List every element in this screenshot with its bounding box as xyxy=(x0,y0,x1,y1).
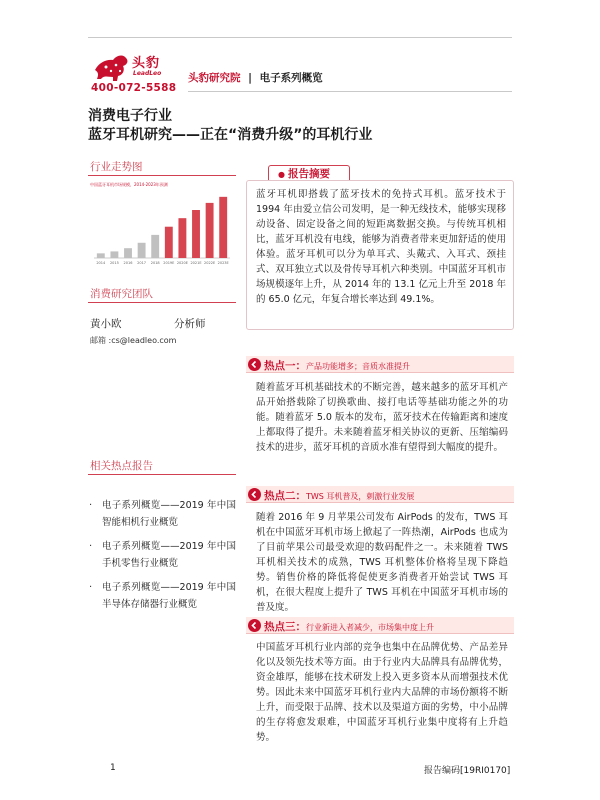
trend-chart xyxy=(90,182,234,268)
chart-tick-label: 2018 xyxy=(150,261,160,265)
hotspot-1-header xyxy=(246,356,514,373)
chart-title: 中国蓝牙耳机市场规模，2014-2023年预测 xyxy=(90,182,168,187)
hotspot-2-header xyxy=(246,486,514,503)
chevron-badge-icon xyxy=(248,619,261,632)
page-title-industry: 消费电子行业 xyxy=(88,108,172,124)
chart-bar-2020E xyxy=(178,218,186,258)
analyst-role: 分析师 xyxy=(174,318,206,330)
related-report-title: 电子系列概览——2019 年中国智能相机行业概览 xyxy=(102,500,236,528)
chevron-badge-icon xyxy=(248,358,261,371)
related-heading-rule xyxy=(88,474,236,475)
team-heading-rule xyxy=(88,302,236,303)
hotspot-2-text: 随着 2016 年 9 月苹果公司发布 AirPods 的发布，TWS 耳机在中国蓝牙耳机市场上掀起了一阵热潮，AirPods 也成为了目前苹果公司最受欢迎的数码配件之一。未来随着 TWS 耳机相关技术的成熟，TWS 耳机整体价格将呈现下降趋势。销售价格的降低将促使更多消费者开始尝试 TWS 耳机，在很大程度上提升了 TWS 耳机在中国蓝牙耳机市场的普及度。 xyxy=(256,512,508,613)
summary-title xyxy=(278,166,330,181)
related-report-item[interactable] xyxy=(88,538,236,572)
chart-tick-label: 2023E xyxy=(217,261,229,265)
top-divider xyxy=(88,37,512,38)
hotspot-2-label: 热点二： xyxy=(264,490,306,502)
hotspot-2-subtitle: TWS 耳机普及，刺激行业发展 xyxy=(306,492,415,501)
trend-heading: 行业走势图 xyxy=(90,161,143,173)
trend-heading-rule xyxy=(88,175,236,176)
chart-tick-label: 2020E xyxy=(176,261,188,265)
related-report-item[interactable] xyxy=(88,579,236,613)
chart-bar-2015 xyxy=(110,251,118,258)
hotspot-3-subtitle: 行业新进入者减少，市场集中度上升 xyxy=(306,623,434,632)
summary-text: 蓝牙耳机即搭载了蓝牙技术的免持式耳机。蓝牙技术于 1994 年由爱立信公司发明，是一种无线技术，能够实现移动设备、固定设备之间的短距离数据交换。与传统耳机相比，蓝牙耳机没有电线，能够为消费者带来更加舒适的使用体验。蓝牙耳机可以分为单耳式、头戴式、入耳式、颈挂式、双耳独立式以及骨传导耳机六种类别。中国蓝牙耳机市场规模逐年上升，从 2014 年的 13.1 亿元上升至 2018 年的 65.0 亿元，年复合增长率达到 49.1%。 xyxy=(256,189,506,305)
header-separator: | xyxy=(248,72,252,84)
related-heading: 相关热点报告 xyxy=(90,460,153,472)
related-report-item[interactable] xyxy=(88,497,236,531)
chart-bar-2018 xyxy=(151,235,159,258)
logo-chinese-text: 头豹 xyxy=(132,56,161,71)
hotspot-3-label: 热点三： xyxy=(264,621,306,633)
chart-bar-2023E xyxy=(219,197,227,258)
analyst-name: 黄小欧 xyxy=(90,318,122,330)
team-heading: 消费研究团队 xyxy=(90,288,153,300)
phone-number: 400-072-5588 xyxy=(91,82,177,94)
page-number: 1 xyxy=(110,763,116,773)
trend-chart-svg xyxy=(90,190,234,268)
hotspot-1-label: 热点一： xyxy=(264,360,306,372)
email-value[interactable]: :cs@leadleo.com xyxy=(108,336,177,345)
email-label: 邮箱 xyxy=(90,336,106,345)
chart-bar-2022E xyxy=(206,203,214,258)
chart-tick-label: 2016 xyxy=(123,261,133,265)
bullet-icon: · xyxy=(89,500,93,511)
related-report-list xyxy=(88,497,236,620)
analyst-email xyxy=(90,335,176,346)
hotspot-3-header xyxy=(246,617,514,634)
hotspot-1-text: 随着蓝牙耳机基础技术的不断完善，越来越多的蓝牙耳机产品开始搭载除了切换歌曲、接打电话等基础功能之外的功能。随着蓝牙 5.0 版本的发布，蓝牙技术在传输距离和速度上都取得了提升。未来随着蓝牙相关协议的更新、压缩编码技术的进步，蓝牙耳机的音质水准有望得到大幅度的提升。 xyxy=(256,382,508,453)
hotspot-3-text: 中国蓝牙耳机行业内部的竞争也集中在品牌优势、产品差异化以及领先技术等方面。由于行业内大品牌具有品牌优势，资金雄厚，能够在技术研发上投入更多资本从而增强技术优势。因此未来中国蓝牙耳机行业内大品牌的市场份额将不断上升，而受限于品牌、技术以及渠道方面的劣势，中小品牌的生存将愈发艰难，中国蓝牙耳机行业集中度将有上升趋势。 xyxy=(256,642,508,743)
header-series-label xyxy=(188,70,512,92)
institute-name: 头豹研究院 xyxy=(188,72,241,84)
chart-bar-2019E xyxy=(165,227,173,258)
page-title-topic: 蓝牙耳机研究——正在“消费升级”的耳机行业 xyxy=(88,127,373,143)
logo-english-text: LeadLeo xyxy=(133,70,162,77)
chart-tick-label: 2017 xyxy=(137,261,147,265)
chevron-badge-icon xyxy=(248,488,261,501)
series-name: 电子系列概览 xyxy=(259,72,323,84)
summary-title-text: 报告摘要 xyxy=(287,168,330,180)
chart-tick-label: 2014 xyxy=(96,261,106,265)
bullet-icon: · xyxy=(89,582,93,593)
chart-bar-2016 xyxy=(124,248,132,258)
chart-tick-label: 2019E xyxy=(163,261,175,265)
report-code: 报告编码[19RI0170] xyxy=(424,766,511,776)
hotspot-1-subtitle: 产品功能增多；音质水准提升 xyxy=(306,362,410,371)
chart-bar-2014 xyxy=(97,253,105,258)
related-report-title: 电子系列概览——2019 年中国手机零售行业概览 xyxy=(102,541,236,569)
bullet-icon: · xyxy=(89,541,93,552)
chart-tick-label: 2022E xyxy=(204,261,216,265)
chart-bar-2021E xyxy=(192,210,200,258)
related-report-title: 电子系列概览——2019 年中国半导体存储器行业概览 xyxy=(102,582,236,610)
chart-tick-label: 2021E xyxy=(190,261,202,265)
chart-tick-label: 2015 xyxy=(109,261,119,265)
dot-icon: ● xyxy=(278,170,285,179)
chart-bar-2017 xyxy=(138,243,146,258)
